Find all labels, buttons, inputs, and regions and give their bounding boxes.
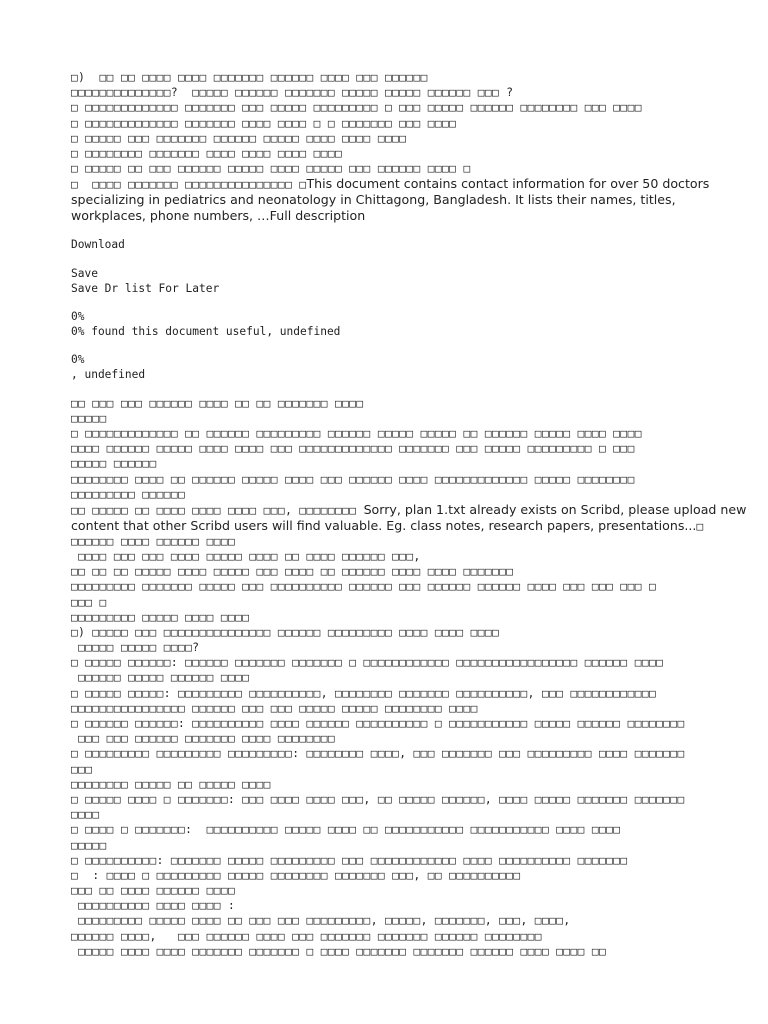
document-description [71,176,751,224]
body-line: □□□□□□□□ □□□□□ □□ □□□□□ □□□□ [71,777,271,791]
body-line: □□□□□ [71,838,107,852]
document-page [71,70,751,959]
body-line: □□□□ [71,808,100,822]
body-line: □ □□□□□□□□□□□□□ □□ □□□□□□ □□□□□□□□□ □□□□□□ □□□□□ □□□□□ □□ □□□□□□ □□□□□ □□□□ □□□□ [71,427,642,440]
duplicate-upload-message: Sorry, plan 1.txt already exists on Scribd, please upload new content that other Scribd users will find valuable. Eg. class notes, research papers, presentations... [71,501,751,533]
title-line: □□□□□□□□□□□□□□? □□□□□ □□□□□□ □□□□□□□ □□□□□ □□□□□ □□□□□□ □□□ ? [71,86,514,100]
title-line: □) □□ □□ □□□□ □□□□ □□□□□□□ □□□□□□ □□□□ □□□ □□□□□□ [71,71,428,84]
body-line: □□□□□□□□□ □□□□□□□ □□□□□ □□□ □□□□□□□□□□ □□□□□□ □□□ □□□□□□ □□□□□□ □□□□ □□□ □□□ □□□ □ [71,580,657,594]
body-line: □ : □□□□ □ □□□□□□□□□ □□□□□ □□□□□□□□ □□□□□□□ □□□, □□ □□□□□□□□□□ [71,868,521,882]
body-line: □ □□□□□ □□□□ □ □□□□□□□: □□□ □□□□ □□□□ □□□, □□ □□□□□ □□□□□□, □□□□ □□□□□ □□□□□□□ □□□□□□□ [71,792,685,806]
body-line: □ □□□□□ □□□□□: □□□□□□□□□ □□□□□□□□□□, □□□□□□□□ □□□□□□□ □□□□□□□□□□, □□□ □□□□□□□□□□□□ [71,686,657,700]
body-line: □ □□□□□□□□□□: □□□□□□□ □□□□□ □□□□□□□□□ □□□ □□□□□□□□□□□□ □□□□ □□□□□□□□□□ □□□□□□□ [71,853,628,867]
body-line: □□□□□□□□□ □□□□□ □□□□ □□□□ [71,610,250,624]
body-line: □ □□□□ □ □□□□□□□: □□□□□□□□□□ □□□□□ □□□□ □□ □□□□□□□□□□□ □□□□□□□□□□□ □□□□ □□□□ [71,823,621,837]
body-line: □□ □□ □□ □□□□□ □□□□ □□□□□ □□□ □□□□ □□ □□□□□□ □□□□ □□□□ □□□□□□□ [71,565,514,579]
body-line: □ □□□□□ □□□□□□: □□□□□□ □□□□□□□ □□□□□□□ □ □□□□□□□□□□□□ □□□□□□□□□□□□□□□□□ □□□□□□ □□□□ [71,656,664,670]
title-last-line: □ □□□□ □□□□□□□ □□□□□□□□□□□□□□□ □ [71,178,307,192]
not-useful-rating-text: , undefined [71,368,146,382]
body-line: □□□ □□ □□□□ □□□□□□ □□□□ [71,884,236,898]
download-link[interactable]: Download [71,238,125,252]
body-line: □□□□□□□□□□□□□□□□ □□□□□□ □□□ □□□ □□□□□ □□□□□ □□□□□□□□ □□□□ [71,701,478,715]
body-line: □ □□□□□□ □□□□□□: □□□□□□□□□□ □□□□ □□□□□□ □□□□□□□□□□ □ □□□□□□□□□□□ □□□□□ □□□□□□ □□□□□□□□ [71,717,685,730]
body-line: □□□ [71,762,93,776]
body-line: □□□□□ □□□□□ □□□□? [71,641,200,655]
body-line: □□□□□□ □□□□□ □□□□□□ □□□□ [71,671,250,685]
body-line: □□□□□□□□□□ □□□□ □□□□ : [71,899,236,913]
notice-suffix: □ □□□□□□ □□□□ □□□□□□ □□□□ [71,519,711,548]
title-line: □ □□□□□□□□□□□□□ □□□□□□□ □□□ □□□□□ □□□□□□□□□ □ □□□ □□□□□ □□□□□□ □□□□□□□□ □□□ □□□□ [71,101,642,115]
body-line: □□□□□□□□□ □□□□□ □□□□ □□ □□□ □□□ □□□□□□□□□, □□□□□, □□□□□□□, □□□, □□□□, [71,914,571,928]
body-line: □□□□□□□□ □□□□ □□ □□□□□□ □□□□□ □□□□ □□□ □□□□□□ □□□□ □□□□□□□□□□□□□ □□□□□ □□□□□□□□ [71,472,635,486]
title-line: □ □□□□□ □□□ □□□□□□□ □□□□□□ □□□□□ □□□□ □□□□ □□□□ [71,131,407,145]
upload-notice [71,502,751,549]
not-useful-percent[interactable]: 0% [71,353,85,367]
body-line: □□□□ □□□□□□ □□□□□ □□□□ □□□□ □□□ □□□□□□□□□□□□□ □□□□□□□ □□□ □□□□□ □□□□□□□□□ □ □□□ [71,442,635,456]
body-line: □□□ □ [71,595,107,609]
title-line: □ □□□□□□□□ □□□□□□□ □□□□ □□□□ □□□□ □□□□ [71,146,343,160]
save-link[interactable]: Save [71,266,98,280]
body-line: □□ □□□ □□□ □□□□□□ □□□□ □□ □□ □□□□□□□ □□□□ [71,396,364,410]
body-line: □□□ □□□ □□□□□□ □□□□□□□ □□□□ □□□□□□□□ [71,732,336,746]
body-line: □) □□□□□ □□□ □□□□□□□□□□□□□□□ □□□□□□ □□□□□□□□□ □□□□ □□□□ □□□□ [71,625,500,639]
notice-prefix: □□ □□□□□ □□ □□□□ □□□□ □□□□ □□□, □□□□□□□□ [71,503,364,517]
save-for-later-link[interactable]: Save Dr list For Later [71,281,220,295]
description-text[interactable]: This document contains contact information for over 50 doctors specializing in pediatrics and neonatology in Chittagong, Bangladesh. It lists their names, titles, workplaces, phone numbers, …Full description [71,176,714,224]
body-line: □□□□□□ □□□□, □□□ □□□□□□ □□□□ □□□ □□□□□□□ □□□□□□□ □□□□□□ □□□□□□□□ [71,929,542,943]
document-body [71,396,751,959]
title-line: □ □□□□□ □□ □□□ □□□□□□ □□□□□ □□□□ □□□□□ □□□ □□□□□□ □□□□ □ [71,162,471,176]
document-title [71,70,751,176]
body-line: □□□□□ □□□□ □□□□ □□□□□□□ □□□□□□□ □ □□□□ □□□□□□□ □□□□□□□ □□□□□□ □□□□ □□□□ □□ [71,944,607,958]
body-line: □□□□□ [71,411,107,425]
body-line: □ □□□□□□□□□ □□□□□□□□□ □□□□□□□□□: □□□□□□□□ □□□□, □□□ □□□□□□□ □□□ □□□□□□□□□ □□□□ □□□□□□□ [71,747,685,761]
body-line: □□□□ □□□ □□□ □□□□ □□□□□ □□□□ □□ □□□□ □□□□□□ □□□, [71,549,421,563]
useful-rating-text: 0% found this document useful, undefined [71,325,341,339]
useful-percent[interactable]: 0% [71,309,85,323]
title-line: □ □□□□□□□□□□□□□ □□□□□□□ □□□□ □□□□ □ □ □□□□□□□ □□□ □□□□ [71,116,457,130]
body-line: □□□□□ □□□□□□ [71,457,157,471]
body-line: □□□□□□□□□ □□□□□□ [71,487,186,501]
